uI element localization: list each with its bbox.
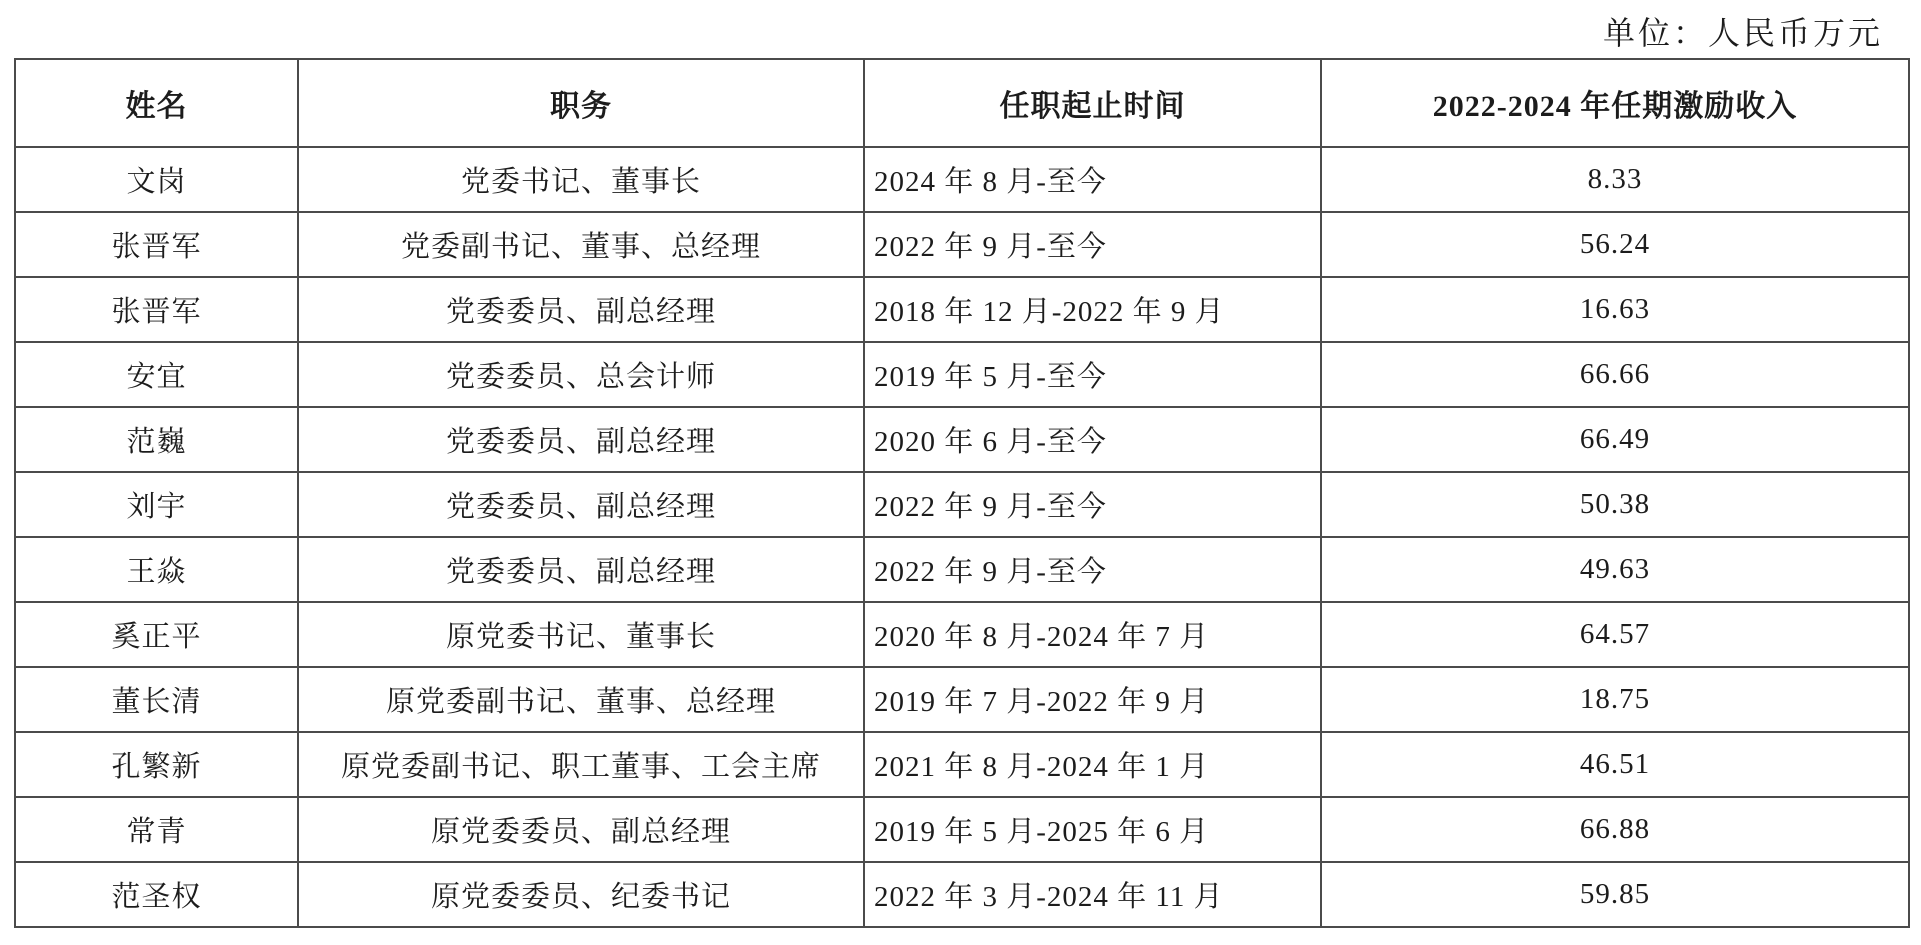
position-cell: 原党委副书记、职工董事、工会主席 [298, 732, 864, 797]
name-cell: 刘宇 [15, 472, 298, 537]
income-cell: 50.38 [1321, 472, 1909, 537]
income-cell: 46.51 [1321, 732, 1909, 797]
header-income: 2022-2024 年任期激励收入 [1321, 59, 1909, 147]
unit-label: 单位：人民币万元 [1602, 15, 1883, 51]
income-cell: 56.24 [1321, 212, 1909, 277]
income-cell: 59.85 [1321, 862, 1909, 927]
table-body [15, 147, 1909, 927]
position-cell: 原党委副书记、董事、总经理 [298, 667, 864, 732]
position-cell: 原党委委员、副总经理 [298, 797, 864, 862]
position-cell: 党委委员、副总经理 [298, 407, 864, 472]
compensation-table [14, 58, 1910, 928]
table-row [15, 407, 1909, 472]
header-term: 任职起止时间 [864, 59, 1321, 147]
position-cell: 党委副书记、董事、总经理 [298, 212, 864, 277]
income-cell: 66.66 [1321, 342, 1909, 407]
table-row [15, 472, 1909, 537]
term-cell: 2022 年 3 月-2024 年 11 月 [864, 862, 1321, 927]
name-cell: 安宜 [15, 342, 298, 407]
table-row [15, 667, 1909, 732]
table-row [15, 537, 1909, 602]
position-cell: 党委委员、副总经理 [298, 472, 864, 537]
income-cell: 8.33 [1321, 147, 1909, 212]
name-cell: 张晋军 [15, 277, 298, 342]
position-cell: 党委委员、总会计师 [298, 342, 864, 407]
position-cell: 党委书记、董事长 [298, 147, 864, 212]
name-cell: 范巍 [15, 407, 298, 472]
name-cell: 奚正平 [15, 602, 298, 667]
name-cell: 孔繁新 [15, 732, 298, 797]
name-cell: 王焱 [15, 537, 298, 602]
name-cell: 董长清 [15, 667, 298, 732]
table-row [15, 732, 1909, 797]
term-cell: 2022 年 9 月-至今 [864, 537, 1321, 602]
term-cell: 2021 年 8 月-2024 年 1 月 [864, 732, 1321, 797]
position-cell: 党委委员、副总经理 [298, 277, 864, 342]
table-row [15, 277, 1909, 342]
name-cell: 常青 [15, 797, 298, 862]
term-cell: 2022 年 9 月-至今 [864, 212, 1321, 277]
name-cell: 文岗 [15, 147, 298, 212]
name-cell: 张晋军 [15, 212, 298, 277]
income-cell: 66.49 [1321, 407, 1909, 472]
term-cell: 2024 年 8 月-至今 [864, 147, 1321, 212]
position-cell: 原党委委员、纪委书记 [298, 862, 864, 927]
income-cell: 64.57 [1321, 602, 1909, 667]
term-cell: 2019 年 5 月-至今 [864, 342, 1321, 407]
income-cell: 49.63 [1321, 537, 1909, 602]
name-cell: 范圣权 [15, 862, 298, 927]
header-position: 职务 [298, 59, 864, 147]
header-name: 姓名 [15, 59, 298, 147]
term-cell: 2018 年 12 月-2022 年 9 月 [864, 277, 1321, 342]
table-row [15, 212, 1909, 277]
table-row [15, 602, 1909, 667]
term-cell: 2020 年 6 月-至今 [864, 407, 1321, 472]
position-cell: 党委委员、副总经理 [298, 537, 864, 602]
income-cell: 16.63 [1321, 277, 1909, 342]
table-row [15, 862, 1909, 927]
term-cell: 2022 年 9 月-至今 [864, 472, 1321, 537]
table-row [15, 342, 1909, 407]
term-cell: 2020 年 8 月-2024 年 7 月 [864, 602, 1321, 667]
income-cell: 18.75 [1321, 667, 1909, 732]
term-cell: 2019 年 7 月-2022 年 9 月 [864, 667, 1321, 732]
term-cell: 2019 年 5 月-2025 年 6 月 [864, 797, 1321, 862]
position-cell: 原党委书记、董事长 [298, 602, 864, 667]
income-cell: 66.88 [1321, 797, 1909, 862]
table-row [15, 797, 1909, 862]
table-row [15, 147, 1909, 212]
header-row [15, 59, 1909, 147]
